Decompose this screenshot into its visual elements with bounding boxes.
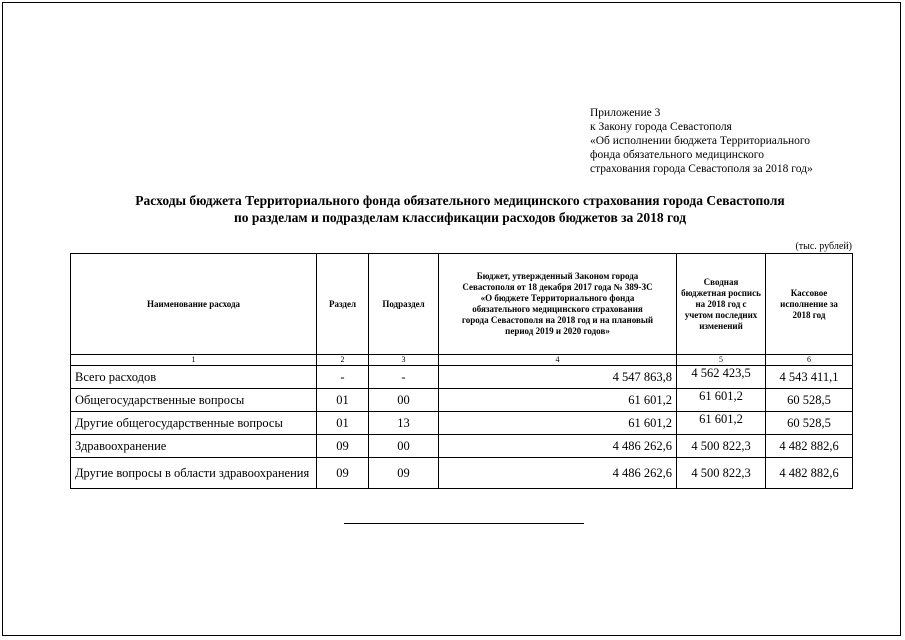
row-budget: 4 547 863,8 — [439, 366, 677, 389]
row-section: 09 — [317, 435, 369, 458]
appendix-line: Приложение 3 — [590, 107, 661, 119]
table-row — [71, 435, 853, 458]
row-name: Здравоохранение — [71, 435, 317, 458]
appendix-line: к Закону города Севастополя — [590, 121, 732, 133]
col-number: 2 — [317, 355, 369, 366]
header-roster: Сводная бюджетная роспись на 2018 год с учетом последних изменений — [677, 254, 766, 355]
units-label: (тыс. рублей) — [795, 241, 852, 252]
row-name: Другие общегосударственные вопросы — [71, 412, 317, 435]
row-section: 01 — [317, 389, 369, 412]
column-number-row — [71, 355, 853, 366]
row-execution: 4 482 882,6 — [766, 458, 853, 489]
col-number: 3 — [369, 355, 439, 366]
row-execution: 4 543 411,1 — [766, 366, 853, 389]
row-roster: 61 601,2 — [677, 389, 766, 412]
row-roster: 61 601,2 — [677, 412, 766, 435]
header-execution: Кассовое исполнение за 2018 год — [766, 254, 853, 355]
col-number: 5 — [677, 355, 766, 366]
header-section: Раздел — [317, 254, 369, 355]
row-execution: 60 528,5 — [766, 389, 853, 412]
row-subsection: - — [369, 366, 439, 389]
row-name: Другие вопросы в области здравоохранения — [71, 458, 317, 489]
table-row — [71, 366, 853, 389]
row-execution: 4 482 882,6 — [766, 435, 853, 458]
row-subsection: 00 — [369, 389, 439, 412]
row-subsection: 00 — [369, 435, 439, 458]
col-number: 4 — [439, 355, 677, 366]
appendix-line: страхования города Севастополя за 2018 год» — [590, 163, 813, 175]
title-line-2: по разделам и подразделам классификации расходов бюджетов за 2018 год — [233, 210, 687, 225]
row-subsection: 13 — [369, 412, 439, 435]
row-budget: 4 486 262,6 — [439, 435, 677, 458]
row-budget: 4 486 262,6 — [439, 458, 677, 489]
header-name: Наименование расхода — [71, 254, 317, 355]
row-roster: 4 500 822,3 — [677, 435, 766, 458]
row-section: 09 — [317, 458, 369, 489]
expenses-table — [70, 253, 853, 489]
row-execution: 60 528,5 — [766, 412, 853, 435]
row-section: 01 — [317, 412, 369, 435]
col-number: 1 — [71, 355, 317, 366]
table-row — [71, 458, 853, 489]
row-roster: 4 562 423,5 — [677, 366, 766, 389]
row-budget: 61 601,2 — [439, 389, 677, 412]
table-header-row — [71, 254, 853, 355]
appendix-line: фонда обязательного медицинского — [590, 149, 764, 161]
header-subsection: Подраздел — [369, 254, 439, 355]
closing-divider-line — [344, 523, 584, 524]
appendix-line: «Об исполнении бюджета Территориального — [590, 135, 811, 147]
table-row — [71, 389, 853, 412]
title-line-1: Расходы бюджета Территориального фонда обязательного медицинского страхования города Севастополя — [135, 193, 785, 208]
table-row — [71, 412, 853, 435]
row-section: - — [317, 366, 369, 389]
row-budget: 61 601,2 — [439, 412, 677, 435]
row-name: Общегосударственные вопросы — [71, 389, 317, 412]
row-name: Всего расходов — [71, 366, 317, 389]
appendix-note — [590, 106, 880, 176]
document-title — [40, 192, 880, 226]
header-budget: Бюджет, утвержденный Законом города Севастополя от 18 декабря 2017 года № 389-ЗС «О бюджете Территориального фонда обязательного медицинского страхования города Севастополя на 2018 год и на плановый период 2019 и 2020 годов» — [439, 254, 677, 355]
row-subsection: 09 — [369, 458, 439, 489]
row-roster: 4 500 822,3 — [677, 458, 766, 489]
col-number: 6 — [766, 355, 853, 366]
